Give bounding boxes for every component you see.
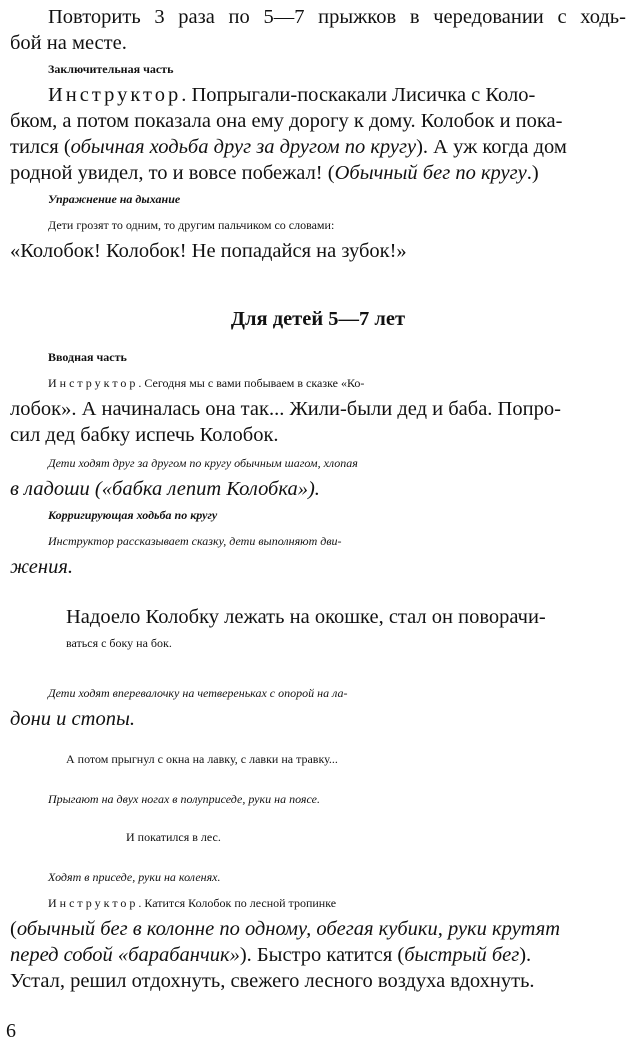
italic-text: в ладоши («бабка лепит Колобка»). [10,478,320,500]
text: А потом прыгнул с окна на лавку, с лавки на травку... [66,752,338,766]
text: .) [526,162,539,184]
text-line [10,108,626,134]
text: ). Быстро катится ( [239,944,405,966]
italic-text: перед собой «барабанчик» [10,944,240,966]
heading-text: Упражнение на дыхание [48,192,181,206]
text-line [10,160,626,186]
italic-text: обычный бег в колонне по одному, обегая кубики, руки крутят [16,918,561,940]
text: сил дед бабку испечь Колобок. [10,424,279,446]
text-line [48,450,632,476]
heading-text: Для детей 5—7 лет [230,308,406,330]
text: лобок». А начиналась она так... Жили-были дед и баба. Попро- [10,398,561,420]
section-heading [48,186,632,212]
italic-text: быстрый бег [404,944,520,966]
text: тился ( [10,136,71,158]
text: ). [519,944,532,966]
text: «Колобок! Колобок! Не попадайся на зубок!» [10,240,407,262]
verse-line [126,824,632,850]
heading-text: Вводная часть [48,350,127,364]
text-line [10,916,626,942]
section-heading [48,56,632,82]
text-line [48,680,632,706]
verse-line [66,630,632,656]
heading-text: Заключительная часть [48,62,174,76]
text-line [48,370,632,396]
text: . Катится Колобок по лесной тропинке [138,896,337,910]
text-line [10,554,626,580]
italic-text: Ходят в приседе, руки на коленях. [48,870,221,884]
text-line [48,212,632,238]
text-line [48,528,632,554]
text-line [10,30,626,56]
text-line [48,4,626,30]
text: . Сегодня мы с вами побываем в сказке «Ко- [138,376,365,390]
text-line [48,890,632,916]
italic-text: дони и стопы. [10,708,135,730]
text-line [48,786,632,812]
chapter-heading [10,306,626,332]
text: Устал, решил отдохнуть, свежего лесного воздуха вдохнуть. [10,970,535,992]
speaker-label: Инструктор [48,84,182,106]
text-line [10,396,626,422]
text-line [10,968,626,994]
heading-text: Корригирующая ходьба по кругу [48,508,218,522]
section-heading [48,502,632,528]
page-number: 6 [6,1020,16,1042]
speaker-label: Инструктор [48,896,139,910]
italic-text: Дети ходят друг за другом по кругу обычным шагом, хлопая [48,456,358,470]
italic-text: Прыгают на двух ногах в полуприседе, руки на поясе. [48,792,320,806]
text-line [10,706,626,732]
text: бком, а потом показала она ему дорогу к дому. Колобок и пока- [10,110,563,132]
text: Надоело Колобку лежать на окошке, стал он поворачи- [66,606,546,628]
text: ). А уж когда дом [416,136,567,158]
speaker-label: Инструктор [48,376,139,390]
text-line [10,134,626,160]
verse-line [66,746,632,772]
italic-text: Обычный бег по кругу [334,162,527,184]
text: Повторить 3 раза по 5—7 прыжков в чередовании с ходь- [48,6,626,28]
italic-text: обычная ходьба друг за другом по кругу [70,136,417,158]
text: ( [10,918,17,940]
text: ваться с боку на бок. [66,636,172,650]
italic-text: Инструктор рассказывает сказку, дети выполняют дви- [48,534,342,548]
text-line [10,238,626,264]
verse-line [66,604,626,630]
text: бой на месте. [10,32,127,54]
italic-text: Дети ходят вперевалочку на четвереньках с опорой на ла- [48,686,348,700]
text: . Попрыгали-поскакали Лисичка с Коло- [181,84,536,106]
text-line [10,476,626,502]
text: И покатился в лес. [126,830,221,844]
text-line [10,422,626,448]
italic-text: жения. [10,556,73,578]
text-line [48,864,632,890]
text-line [10,942,626,968]
section-heading [48,344,632,370]
text-line [48,82,626,108]
text: родной увидел, то и вовсе побежал! ( [10,162,335,184]
text: Дети грозят то одним, то другим пальчиком со словами: [48,218,335,232]
